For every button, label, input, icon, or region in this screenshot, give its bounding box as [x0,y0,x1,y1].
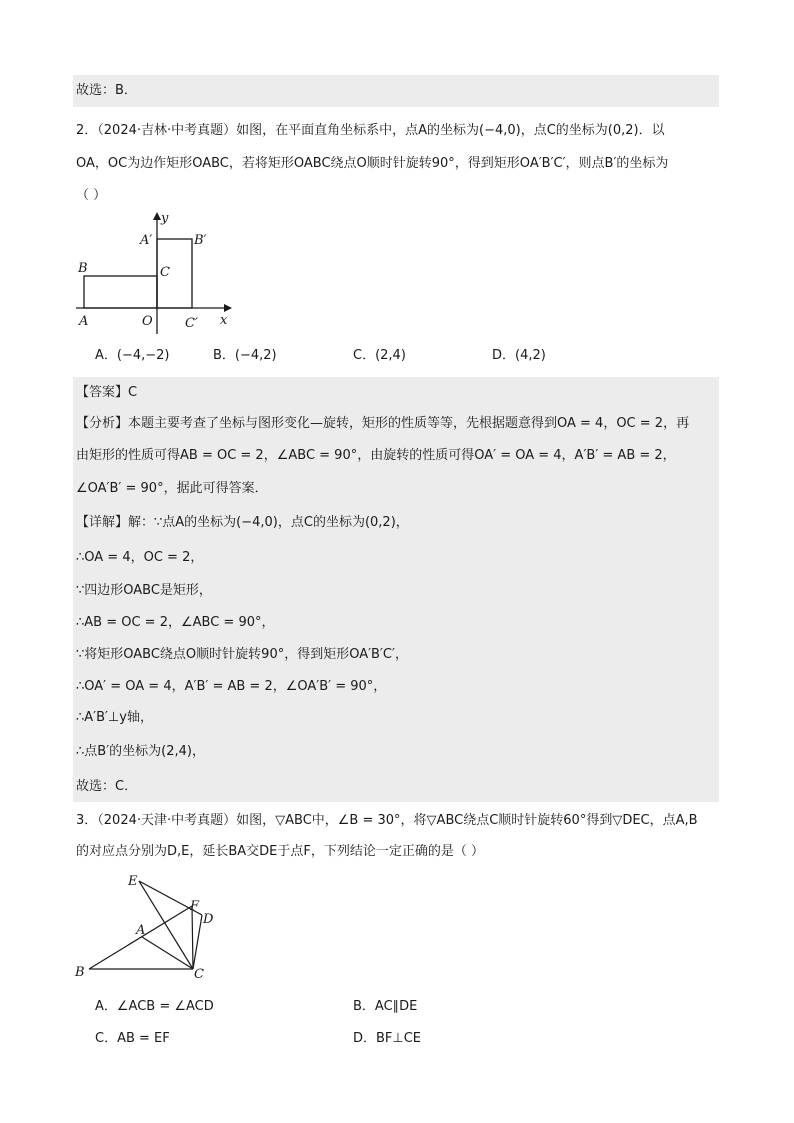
fig-label-b-prime: B′ [194,233,207,248]
q2-detail-line: ∴A′B′⊥y轴， [76,710,154,725]
q2-detail-line: ∵四边形OABC是矩形， [76,583,212,598]
q2-answer: 【答案】C [76,385,138,400]
q2-analysis-line-3: ∠OA′B′ = 90°，据此可得答案． [76,481,268,496]
fig-label-y: y [161,211,169,226]
q2-detail-line: ∴AB = OC = 2，∠ABC = 90°， [76,615,275,630]
fig3-label-e: E [128,874,138,889]
q2-option-a[interactable]: A．(−4,−2) [95,348,170,363]
q3-option-d[interactable]: D．BF⊥CE [353,1031,422,1046]
q2-option-c[interactable]: C．(2,4) [353,348,406,363]
prev-answer-text: 故选：B． [76,83,137,98]
q3-option-c[interactable]: C．AB = EF [95,1031,170,1046]
q2-detail-line: ∵将矩形OABC绕点O顺时针旋转90°，得到矩形OA′B′C′， [76,647,408,662]
q2-analysis-line-2: 由矩形的性质可得AB = OC = 2，∠ABC = 90°，由旋转的性质可得OA′ = OA = 4，A′B′ = AB = 2， [76,448,676,463]
q3-option-a[interactable]: A．∠ACB = ∠ACD [95,999,214,1014]
q3-stem-line-2: 的对应点分别为D,E，延长BA交DE于点F，下列结论一定正确的是（ ） [76,844,485,859]
q2-stem-line-1: 2．（2024·吉林·中考真题）如图，在平面直角坐标系中，点A的坐标为(−4,0)，点C的坐标为(0,2)．以 [76,123,665,138]
fig3-label-c: C [194,967,204,982]
fig3-label-b: B [75,965,85,980]
q2-stem-line-3: （ ） [76,188,107,203]
q3-triangle-figure [70,868,230,988]
fig3-label-a: A [136,923,146,938]
fig-label-o: O [142,314,153,329]
q3-option-b[interactable]: B．AC∥DE [353,999,418,1014]
fig-label-b: B [78,261,88,276]
fig-label-c: C [160,265,170,280]
q2-detail-line: 故选：C． [76,779,138,794]
fig-label-x: x [220,313,228,328]
q2-detail-line: ∴点B′的坐标为(2,4)， [76,744,205,759]
q2-analysis-line-1: 【分析】本题主要考查了坐标与图形变化—旋转，矩形的性质等等，先根据题意得到OA = 4，OC = 2，再 [76,416,690,431]
q2-detail-line: ∴OA′ = OA = 4，A′B′ = AB = 2，∠OA′B′ = 90°， [76,679,387,694]
fig-label-a-prime: A′ [140,233,153,248]
prev-answer-shade [73,75,719,107]
fig3-label-f: F [190,899,200,914]
q2-option-d[interactable]: D．(4,2) [492,348,546,363]
q2-option-b[interactable]: B．(−4,2) [213,348,277,363]
fig3-label-d: D [203,912,214,927]
q2-detail-line: ∴OA = 4，OC = 2， [76,550,204,565]
fig-label-a: A [79,314,89,329]
q3-stem-line-1: 3．（2024·天津·中考真题）如图，▽ABC中，∠B = 30°，将▽ABC绕点C顺时针旋转60°得到▽DEC，点A,B [76,813,698,828]
q2-rotation-figure [70,206,250,336]
q2-detail-line: 【详解】解：∵点A的坐标为(−4,0)，点C的坐标为(0,2)， [76,515,409,530]
fig-label-c-prime: C′ [185,316,198,331]
q2-stem-line-2: OA，OC为边作矩形OABC，若将矩形OABC绕点O顺时针旋转90°，得到矩形OA′B′C′，则点B′的坐标为 [76,156,669,171]
